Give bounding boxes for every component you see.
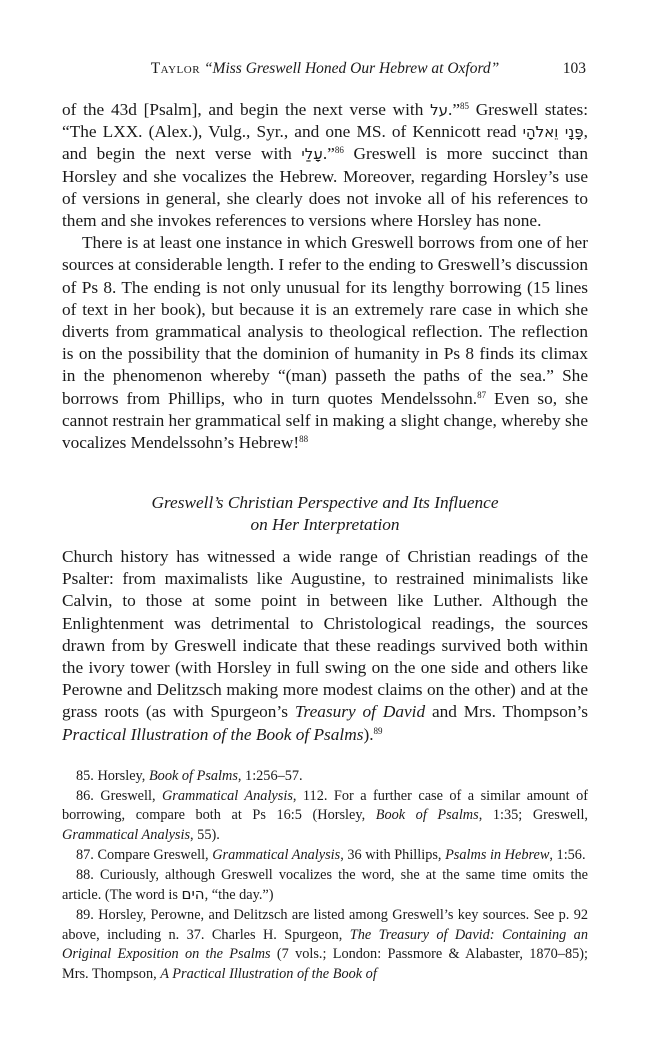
running-head-author: Taylor: [150, 60, 201, 77]
footnote-89: [62, 906, 588, 985]
text-run: 89. Horsley, Perowne, and Delitzsch are listed among Greswell’s key sources. See p. 92 above, including n. 37. Charles H. Spurgeon,: [62, 906, 588, 943]
text-run: 88. Curiously, although Greswell vocalizes the word, she at the same time omits the article. (The word is: [62, 866, 588, 904]
book-title: Grammatical Analysis: [161, 787, 293, 804]
text-run: ).: [363, 724, 374, 744]
book-title: Grammatical Analysis: [62, 827, 191, 844]
section-text: [62, 546, 588, 746]
text-run: , 55).: [190, 827, 220, 844]
running-head-title: “Miss Greswell Honed Our Hebrew at Oxford”: [203, 60, 500, 77]
book-title: Grammatical Analysis: [212, 846, 341, 863]
text-run: of the 43d [Psalm], and begin the next verse with: [62, 100, 431, 119]
text-run: 86. Greswell,: [76, 787, 162, 804]
footnote-85: [62, 767, 588, 787]
book-title: Practical Illustration of the Book of Psalms: [62, 724, 364, 744]
book-title: Treasury of David: [294, 702, 426, 722]
text-run: , 112. For a further case of a similar amount of borrowing, compare both at Ps 16:5 (Horsley,: [62, 787, 589, 824]
section-heading-line-1: Greswell’s Christian Perspective and Its Influence: [151, 493, 499, 512]
text-run: , 36 with Phillips,: [340, 846, 446, 863]
footnote-ref-89[interactable]: 89: [373, 725, 383, 736]
main-text: [62, 99, 588, 454]
paragraph-borrowing: [62, 232, 588, 454]
text-run: , 1:35; Greswell,: [478, 807, 589, 824]
footnote-ref-86[interactable]: 86: [334, 145, 344, 156]
book-title: Psalms in Hebrew: [445, 846, 550, 863]
running-head-text: [132, 60, 518, 78]
book-title: Book of Psalms: [375, 807, 479, 824]
footnote-88: [62, 866, 588, 906]
book-title: A Practical Illustration of the Book of: [160, 966, 377, 983]
book-title: Book of Psalms: [148, 768, 238, 784]
text-run: , 1:56.: [549, 846, 586, 863]
hebrew-word: עָלַי: [301, 145, 323, 164]
section-heading: [62, 492, 588, 536]
footnote-ref-88[interactable]: 88: [299, 434, 309, 445]
text-run: Even so, she cannot restrain her grammatical self in making a slight change, whereby she vocalizes Mendelssohn’s Hebrew!: [62, 388, 588, 453]
text-run: , 1:256–57.: [237, 768, 303, 784]
footnotes: [62, 767, 588, 985]
section-heading-line-2: on Her Interpretation: [250, 515, 400, 534]
text-run: Greswell is more succinct than Horsley and she vocalizes the Hebrew. Moreover, regarding Horsley’s use of versions in general, she clearly does not invoke all of his references to them and she invokes references to versions where Horsley has none.: [62, 144, 588, 231]
footnote-ref-85[interactable]: 85: [460, 101, 469, 111]
text-run: 87. Compare Greswell,: [76, 846, 213, 863]
text-run: and Mrs. Thompson’s: [425, 702, 588, 722]
hebrew-word: על: [430, 101, 448, 119]
footnote-87: [62, 846, 588, 866]
hebrew-word: הים: [181, 885, 205, 904]
text-run: Greswell states: “The LXX. (Alex.), Vulg., Syr., and one MS. of Kennicott read: [62, 100, 589, 142]
text-run: Church history has witnessed a wide range of Christian readings of the Psalter: from maximalists like Augustine, to restrained minimalists like Calvin, to those at some point in between like Luther. Although the Enlightenment was detrimental to Christological readings, the sources drawn from by Greswell indicate that these readings survived both within the ivory tower (with Horsley in full swing on the one side and others like Perowne and Delitzsch making more modest claims on the other) and at the grass roots (as with Spurgeon’s: [62, 547, 588, 722]
text-run: (7 vols.; London: Passmore & Alabaster, 1870–85); Mrs. Thompson,: [62, 946, 588, 983]
paragraph-continuation: [62, 99, 588, 232]
text-run: .”: [322, 144, 335, 164]
footnote-ref-87[interactable]: 87: [477, 389, 487, 400]
text-run: .”: [448, 100, 460, 119]
running-head: [62, 60, 588, 82]
book-title: The Treasury of David: Containing an Original Exposition on the Psalms: [62, 926, 588, 963]
paragraph-christian-readings: [62, 546, 588, 746]
page-number: 103: [562, 60, 586, 77]
footnote-86: [62, 787, 588, 846]
text-run: , “the day.”): [204, 887, 274, 904]
hebrew-phrase: פָּנָי וֵאלֹהָי: [522, 123, 584, 142]
text-run: , and begin the next verse with: [62, 122, 588, 164]
text-run: 85. Horsley,: [76, 768, 149, 784]
text-run: There is at least one instance in which Greswell borrows from one of her sources at considerable length. I refer to the ending to Greswell’s discussion of Ps 8. The ending is not only unusual for its lengthy borrowing (15 lines of text in her book), but because it is an extremely rare case in which she diverts from grammatical analysis to theological reflection. The reflection is on the possibility that the dominion of humanity in Ps 8 finds its climax in the phenomenon whereby “(man) passeth the paths of the sea.” She borrows from Phillips, who in turn quotes Mendelssohn.: [62, 233, 588, 408]
